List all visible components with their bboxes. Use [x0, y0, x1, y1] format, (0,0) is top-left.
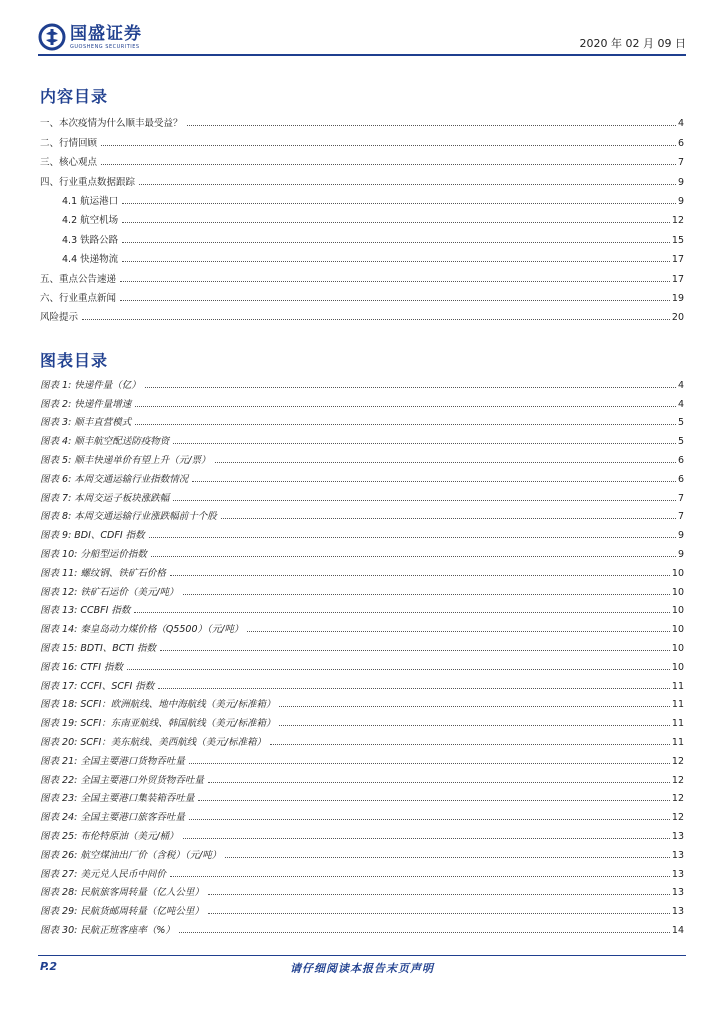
- figure-entry-page: 7: [677, 492, 684, 504]
- brand-name: 国盛证券: [70, 23, 142, 44]
- figure-entry[interactable]: [40, 447, 684, 466]
- dot-leader: [134, 612, 670, 613]
- dot-leader: [208, 782, 670, 783]
- toc-entry-page: 19: [671, 292, 684, 304]
- toc-entry-label: 风险提示: [40, 312, 79, 324]
- figure-entry-label: 图表 25: 布伦特原油（美元/桶）: [40, 830, 179, 842]
- dot-leader: [225, 857, 670, 858]
- figure-entry-label: 图表 30: 民航正班客座率（%）: [40, 924, 175, 936]
- toc-entry[interactable]: [40, 265, 684, 284]
- figure-entry-label: 图表 29: 民航货邮周转量（亿吨公里）: [40, 906, 204, 918]
- toc-entry[interactable]: [40, 226, 684, 245]
- figure-entry-label: 图表 15: BDTI、BCTI 指数: [40, 642, 157, 654]
- figure-entry[interactable]: [40, 428, 684, 447]
- figure-entry[interactable]: [40, 504, 684, 523]
- dot-leader: [221, 518, 676, 519]
- figure-entry-page: 11: [671, 718, 684, 730]
- dot-leader: [189, 819, 670, 820]
- figure-entry-page: 14: [671, 924, 684, 936]
- toc-entry-label: 一、本次疫情为什么顺丰最受益？: [40, 118, 183, 130]
- figure-entry-label: 图表 11: 螺纹钢、铁矿石价格: [40, 567, 166, 579]
- toc-entry[interactable]: [40, 285, 684, 304]
- toc-entry[interactable]: [40, 207, 684, 226]
- figure-entry-label: 图表 2: 快递件量增速: [40, 398, 132, 410]
- dot-leader: [139, 184, 676, 185]
- toc-entry-page: 4: [677, 118, 684, 130]
- figure-entry-label: 图表 14: 秦皇岛动力煤价格（Q5500）（元/吨）: [40, 624, 244, 636]
- figure-entry-label: 图表 12: 铁矿石运价（美元/吨）: [40, 586, 179, 598]
- figure-entry-label: 图表 13: CCBFI 指数: [40, 605, 131, 617]
- figure-entry[interactable]: [40, 786, 684, 805]
- dot-leader: [279, 706, 669, 707]
- footer-page-number: P.2: [40, 960, 58, 973]
- dot-leader: [192, 481, 676, 482]
- dot-leader: [135, 406, 676, 407]
- toc-entry[interactable]: [40, 129, 684, 148]
- contents-list: [40, 110, 684, 323]
- figure-entry-page: 12: [671, 774, 684, 786]
- figure-entry-page: 10: [671, 642, 684, 654]
- dot-leader: [208, 894, 670, 895]
- figure-entry-page: 12: [671, 755, 684, 767]
- figure-entry-label: 图表 17: CCFI、SCFI 指数: [40, 680, 155, 692]
- figure-entry-page: 10: [671, 624, 684, 636]
- figure-entry-page: 9: [677, 530, 684, 542]
- figure-entry[interactable]: [40, 823, 684, 842]
- figure-entry-label: 图表 23: 全国主要港口集装箱吞吐量: [40, 793, 195, 805]
- figure-entry[interactable]: [40, 635, 684, 654]
- toc-entry[interactable]: [40, 246, 684, 265]
- toc-entry-label: 五、重点公告速递: [40, 273, 117, 285]
- figure-entry[interactable]: [40, 579, 684, 598]
- figure-entry[interactable]: [40, 861, 684, 880]
- figure-entry-page: 13: [671, 830, 684, 842]
- figure-entry[interactable]: [40, 729, 684, 748]
- figure-entry[interactable]: [40, 616, 684, 635]
- dot-leader: [158, 688, 670, 689]
- figure-entry-page: 12: [671, 793, 684, 805]
- figure-entry[interactable]: [40, 880, 684, 899]
- report-date: 2020 年 02 月 09 日: [579, 37, 686, 50]
- dot-leader: [120, 300, 670, 301]
- figure-entry-label: 图表 6: 本周交通运输行业指数情况: [40, 473, 189, 485]
- toc-entry-label: 4.1 航运港口: [62, 195, 119, 207]
- figure-entry[interactable]: [40, 692, 684, 711]
- toc-entry-label: 4.4 快递物流: [62, 254, 119, 266]
- dot-leader: [170, 575, 670, 576]
- toc-title: 内容目录: [40, 87, 109, 106]
- toc-entry-label: 六、行业重点新闻: [40, 292, 117, 304]
- toc-entry-label: 4.3 铁路公路: [62, 234, 119, 246]
- dot-leader: [101, 164, 676, 165]
- figure-entry-page: 5: [677, 436, 684, 448]
- dot-leader: [120, 281, 670, 282]
- figure-entry-page: 10: [671, 586, 684, 598]
- toc-entry-page: 17: [671, 273, 684, 285]
- figure-entry-label: 图表 21: 全国主要港口货物吞吐量: [40, 755, 185, 767]
- figure-entry-label: 图表 26: 航空煤油出厂价（含税）（元/吨）: [40, 849, 222, 861]
- figure-entry[interactable]: [40, 485, 684, 504]
- toc-entry-page: 20: [671, 312, 684, 324]
- brand-logo: [38, 20, 142, 54]
- figures-list: [40, 372, 684, 936]
- toc-entry[interactable]: [40, 188, 684, 207]
- dot-leader: [122, 261, 670, 262]
- figure-entry[interactable]: [40, 560, 684, 579]
- figure-entry-page: 11: [671, 699, 684, 711]
- figure-entry[interactable]: [40, 767, 684, 786]
- brand-subtitle: GUOSHENG SECURITIES: [70, 43, 140, 50]
- dot-leader: [122, 203, 676, 204]
- figure-entry-page: 9: [677, 548, 684, 560]
- figure-entry-page: 12: [671, 812, 684, 824]
- toc-entry-label: 四、行业重点数据跟踪: [40, 176, 136, 188]
- figure-entry-label: 图表 19: SCFI：东南亚航线、韩国航线（美元/标准箱）: [40, 718, 276, 730]
- toc-entry[interactable]: [40, 304, 684, 323]
- brand-logo-icon: [38, 23, 66, 51]
- dot-leader: [270, 744, 670, 745]
- dot-leader: [170, 876, 670, 877]
- dot-leader: [101, 145, 676, 146]
- toc-entry-label: 二、行情回顾: [40, 137, 98, 149]
- toc-entry-label: 4.2 航空机场: [62, 215, 119, 227]
- figure-entry[interactable]: [40, 391, 684, 410]
- figure-entry[interactable]: [40, 466, 684, 485]
- dot-leader: [135, 424, 676, 425]
- dot-leader: [208, 913, 670, 914]
- figure-entry[interactable]: [40, 410, 684, 429]
- footer-divider: [38, 955, 686, 956]
- header-divider: [38, 54, 686, 56]
- figure-entry[interactable]: [40, 522, 684, 541]
- toc-entry-page: 9: [677, 195, 684, 207]
- figure-entry-label: 图表 27: 美元兑人民币中间价: [40, 868, 166, 880]
- toc-entry-page: 17: [671, 254, 684, 266]
- dot-leader: [215, 462, 676, 463]
- dot-leader: [160, 650, 670, 651]
- toc-entry[interactable]: [40, 168, 684, 187]
- figure-entry[interactable]: [40, 748, 684, 767]
- figure-entry-page: 11: [671, 736, 684, 748]
- dot-leader: [189, 763, 670, 764]
- figure-entry[interactable]: [40, 598, 684, 617]
- figure-entry-page: 6: [677, 454, 684, 466]
- dot-leader: [127, 669, 670, 670]
- figure-entry-page: 13: [671, 868, 684, 880]
- toc-entry-page: 9: [677, 176, 684, 188]
- figure-entry-label: 图表 16: CTFI 指数: [40, 661, 124, 673]
- dot-leader: [122, 222, 670, 223]
- dot-leader: [82, 319, 670, 320]
- dot-leader: [173, 500, 676, 501]
- toc-entry[interactable]: [40, 110, 684, 129]
- figure-entry[interactable]: [40, 804, 684, 823]
- figure-entry-label: 图表 1: 快递件量（亿）: [40, 379, 141, 391]
- figure-entry[interactable]: [40, 541, 684, 560]
- figure-entry[interactable]: [40, 917, 684, 936]
- figure-entry-label: 图表 5: 顺丰快递单价有望上升（元/票）: [40, 454, 211, 466]
- figure-entry-page: 10: [671, 567, 684, 579]
- figure-entry[interactable]: [40, 654, 684, 673]
- figure-entry[interactable]: [40, 673, 684, 692]
- figure-entry-page: 4: [677, 398, 684, 410]
- figure-entry-page: 7: [677, 511, 684, 523]
- toc-entry[interactable]: [40, 149, 684, 168]
- page-header: [38, 20, 686, 54]
- dot-leader: [149, 537, 676, 538]
- toc-entry-label: 三、核心观点: [40, 157, 98, 169]
- figure-entry-label: 图表 18: SCFI：欧洲航线、地中海航线（美元/标准箱）: [40, 699, 276, 711]
- figure-entry-page: 5: [677, 417, 684, 429]
- figure-entry-page: 11: [671, 680, 684, 692]
- dot-leader: [173, 443, 676, 444]
- figure-entry-page: 13: [671, 887, 684, 899]
- figure-entry[interactable]: [40, 898, 684, 917]
- dot-leader: [198, 800, 670, 801]
- toc-entry-page: 7: [677, 157, 684, 169]
- figure-entry[interactable]: [40, 372, 684, 391]
- dot-leader: [187, 125, 676, 126]
- toc-entry-page: 6: [677, 137, 684, 149]
- dot-leader: [179, 932, 670, 933]
- dot-leader: [279, 725, 669, 726]
- figure-entry-label: 图表 28: 民航旅客周转量（亿人公里）: [40, 887, 204, 899]
- figure-entry-label: 图表 7: 本周交运子板块涨跌幅: [40, 492, 170, 504]
- figure-entry-label: 图表 10: 分船型运价指数: [40, 548, 147, 560]
- figure-entry-label: 图表 3: 顺丰直营模式: [40, 417, 132, 429]
- figure-entry[interactable]: [40, 842, 684, 861]
- figure-entry-page: 10: [671, 605, 684, 617]
- figure-entry-page: 10: [671, 661, 684, 673]
- dot-leader: [122, 242, 670, 243]
- figure-entry-label: 图表 22: 全国主要港口外贸货物吞吐量: [40, 774, 204, 786]
- dot-leader: [183, 594, 670, 595]
- figure-entry-page: 13: [671, 849, 684, 861]
- dot-leader: [183, 838, 670, 839]
- dot-leader: [145, 387, 676, 388]
- figure-entry-page: 4: [677, 379, 684, 391]
- figure-entry-label: 图表 8: 本周交通运输行业涨跌幅前十个股: [40, 511, 217, 523]
- figure-entry-label: 图表 20: SCFI：美东航线、美西航线（美元/标准箱）: [40, 736, 266, 748]
- figures-title: 图表目录: [40, 351, 109, 370]
- dot-leader: [151, 556, 676, 557]
- figure-entry-page: 6: [677, 473, 684, 485]
- figure-entry[interactable]: [40, 710, 684, 729]
- figure-entry-label: 图表 24: 全国主要港口旅客吞吐量: [40, 812, 185, 824]
- toc-entry-page: 12: [671, 215, 684, 227]
- dot-leader: [247, 631, 669, 632]
- figure-entry-label: 图表 9: BDI、CDFI 指数: [40, 530, 145, 542]
- footer-disclaimer: 请仔细阅读本报告末页声明: [290, 962, 434, 975]
- figure-entry-label: 图表 4: 顺丰航空配送防疫物资: [40, 436, 170, 448]
- figure-entry-page: 13: [671, 906, 684, 918]
- toc-entry-page: 15: [671, 234, 684, 246]
